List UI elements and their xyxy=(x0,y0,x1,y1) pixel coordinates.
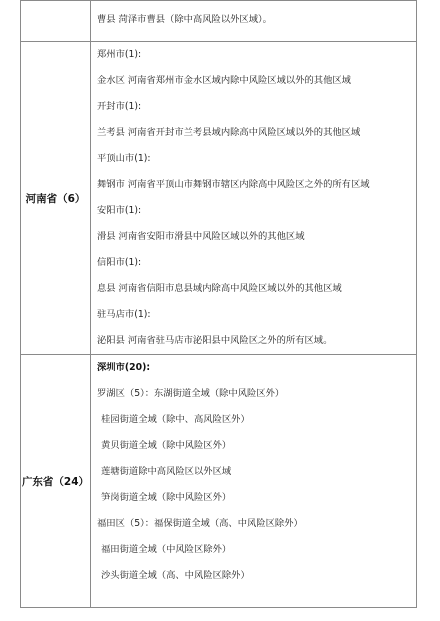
region-line: 金水区 河南省郑州市金水区域内除中风险区域以外的其他区域 xyxy=(97,75,351,86)
region-line: 黄贝街道全域（除中风险区外） xyxy=(101,440,232,451)
region-cell xyxy=(91,1,417,42)
region-cell xyxy=(91,42,417,355)
region-line: 兰考县 河南省开封市兰考县域内除高中风险区域以外的其他区域 xyxy=(97,127,361,138)
table-row xyxy=(21,355,417,608)
city-header: 开封市(1): xyxy=(97,101,142,112)
table-row xyxy=(21,1,417,42)
city-header: 信阳市(1): xyxy=(97,257,142,268)
city-header: 驻马店市(1): xyxy=(97,309,151,320)
region-line: 舞钢市 河南省平顶山市舞钢市辖区内除高中风险区之外的所有区域 xyxy=(97,179,370,190)
region-line: 福田街道全域（中风险区除外） xyxy=(101,544,232,555)
region-line: 罗湖区（5）：东湖街道全域（除中风险区外） xyxy=(97,388,285,399)
region-cell xyxy=(91,355,417,608)
table-row xyxy=(21,42,417,355)
region-line: 沙头街道全域（高、中风险区除外） xyxy=(101,570,250,581)
city-header: 安阳市(1): xyxy=(97,205,142,216)
region-line: 泌阳县 河南省驻马店市泌阳县中风险区之外的所有区域。 xyxy=(97,335,333,346)
city-header: 平顶山市(1): xyxy=(97,153,151,164)
region-line: 莲塘街道除中高风险区以外区域 xyxy=(101,466,232,477)
province-cell-empty xyxy=(21,1,91,42)
city-header: 郑州市(1): xyxy=(97,49,142,60)
region-line: 桂园街道全域（除中、高风险区外） xyxy=(101,414,250,425)
region-line: 笋岗街道全域（除中风险区外） xyxy=(101,492,232,503)
region-line: 福田区（5）：福保街道全域（高、中风险区除外） xyxy=(97,518,303,529)
city-header: 深圳市(20): xyxy=(97,362,151,373)
province-cell-henan: 河南省（6） xyxy=(21,42,91,355)
region-line: 滑县 河南省安阳市滑县中风险区域以外的其他区域 xyxy=(97,231,305,242)
region-line: 曹县 菏泽市曹县（除中高风险以外区域）。 xyxy=(97,14,272,25)
region-line: 息县 河南省信阳市息县域内除高中风险区域以外的其他区域 xyxy=(97,283,342,294)
province-cell-guangdong: 广东省（24） xyxy=(21,355,91,608)
region-table xyxy=(20,0,417,608)
